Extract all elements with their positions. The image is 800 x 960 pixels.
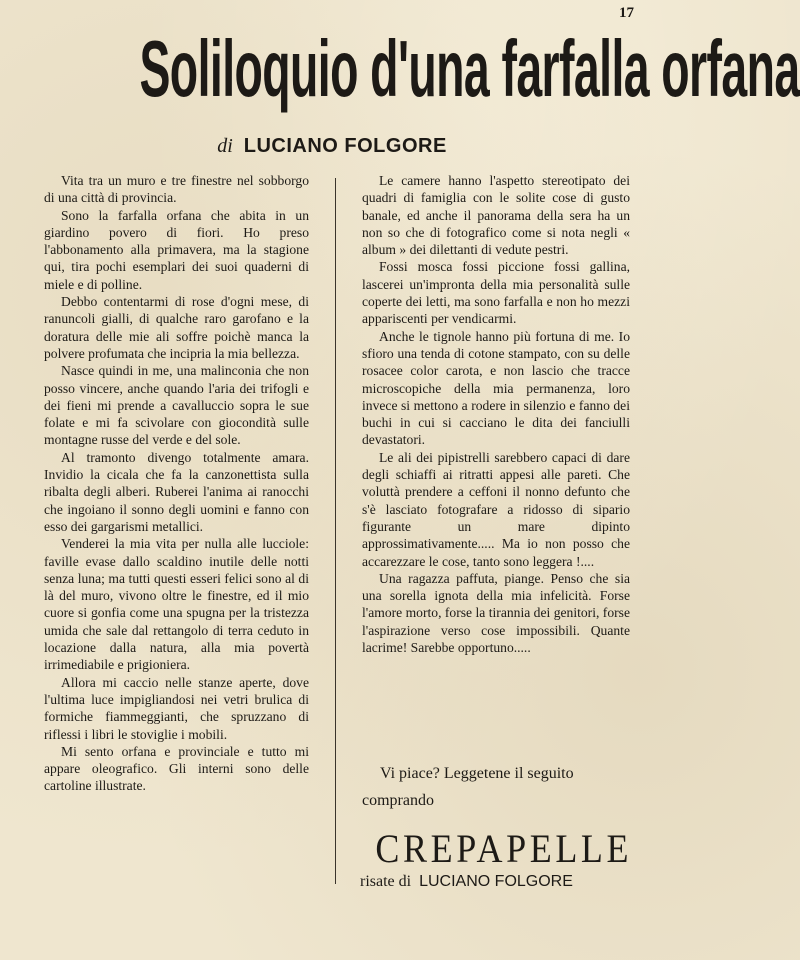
byline-prefix: di <box>217 135 233 157</box>
column-divider <box>335 178 336 884</box>
book-subtitle <box>360 873 573 891</box>
paragraph: Nasce quindi in me, una malinconia che non posso vincere, anche quando l'aria dei trifogli e dei fieni mi prende a cavalluccio sopra le sue folate e mi fa scivolare con giocondità sulle montagne russe del verde e del sole. <box>44 363 309 448</box>
page-title: Soliloquio d'una farfalla orfana <box>139 24 800 113</box>
paragraph: Al tramonto divengo totalmente amara. Invidio la cicala che fa la canzonettista sulla ribalta degli alberi. Ruberei l'anima ai ranocchi che ingoiano il sonno degli uomini e fanno con esso dei gargarismi metallici. <box>44 449 309 534</box>
paragraph: Sono la farfalla orfana che abita in un giardino povero di fiori. Ho preso l'abbonamento alla primavera, ma la stagione qui, tira pochi esemplari dei suoi quaderni di miele e di polline. <box>44 207 309 292</box>
promo-line-2: comprando <box>362 792 434 809</box>
book-author: LUCIANO FOLGORE <box>419 873 573 890</box>
promo-line-1: Vi piace? Leggetene il seguito <box>380 765 574 782</box>
paragraph: Debbo contentarmi di rose d'ogni mese, di ranuncoli gialli, di qualche raro garofano e la doratura delle mie ali soffre poichè manca la polvere profumata che incipria la mia bellezza. <box>44 294 309 361</box>
book-subtitle-text: risate di <box>360 873 412 890</box>
paragraph: Fossi mosca fossi piccione fossi gallina, lascerei un'impronta della mia personalità sulle coperte dei letti, ma sono farfalla e non ho mezzi appariscenti per vendicarmi. <box>362 259 630 327</box>
byline-author: LUCIANO FOLGORE <box>243 135 447 157</box>
paragraph: Vita tra un muro e tre finestre nel sobborgo di una città di provincia. <box>44 173 309 206</box>
paragraph: Anche le tignole hanno più fortuna di me. Io sfioro una tenda di cotone stampato, con su delle rosacee color carota, e non lascio che tracce microscopiche della mia permanenza, loro invece si mettono a rodere in silenzio e fanno dei buchi in cui si cacciano le dita dei fanciulli devastatori. <box>362 328 630 448</box>
paragraph: Le camere hanno l'aspetto stereotipato dei quadri di famiglia con le solite cose di gusto banale, ed anche il panorama della sera ha un non so che di fotografico come si nota negli « album » dei dilettanti di vedute pestri. <box>362 173 630 258</box>
right-column <box>362 172 630 656</box>
page-number: 17 <box>619 5 634 21</box>
paragraph: Le ali dei pipistrelli sarebbero capaci di dare degli schiaffi ai ritratti appesi alle pareti. Che voluttà prendere a ceffoni il nonno defunto che s'è lasciato fotografare a ridosso di sipario figurante un mare dipinto approssimativamente..... Ma io non posso che accarezzare le cose, tanto sono leggera !.... <box>362 449 630 569</box>
book-title: CREPAPELLE <box>375 826 633 871</box>
paragraph: Una ragazza paffuta, piange. Penso che sia una sorella ignota della mia infelicità. Forse l'amore morto, forse la tirannia dei genitori, forse l'aspirazione verso cose impossibili. Quante lacrime! Sarebbe opportuno..... <box>362 570 630 656</box>
paragraph: Venderei la mia vita per nulla alle lucciole: faville evase dallo scaldino inutile delle notti senza luna; ma tutti questi esseri felici sono al di là del muro, vivono oltre le finestre, ed il mio cuore si gonfia come una spugna per la tristezza umida che sale dal rettangolo di terra ceduto in locazione dalla natura, alla mia povertà irrimediabile e prigioniera. <box>44 536 309 673</box>
left-column <box>44 172 309 795</box>
paragraph: Allora mi caccio nelle stanze aperte, dove l'ultima luce impigliandosi nei vetri brulica di formiche fiammeggianti, che spruzzano di riflessi i libri le stoviglie i mobili. <box>44 674 309 742</box>
byline <box>0 135 664 158</box>
paragraph: Mi sento orfana e provinciale e tutto mi appare oleografico. Gli interni sono delle cartoline illustrate. <box>44 743 309 794</box>
